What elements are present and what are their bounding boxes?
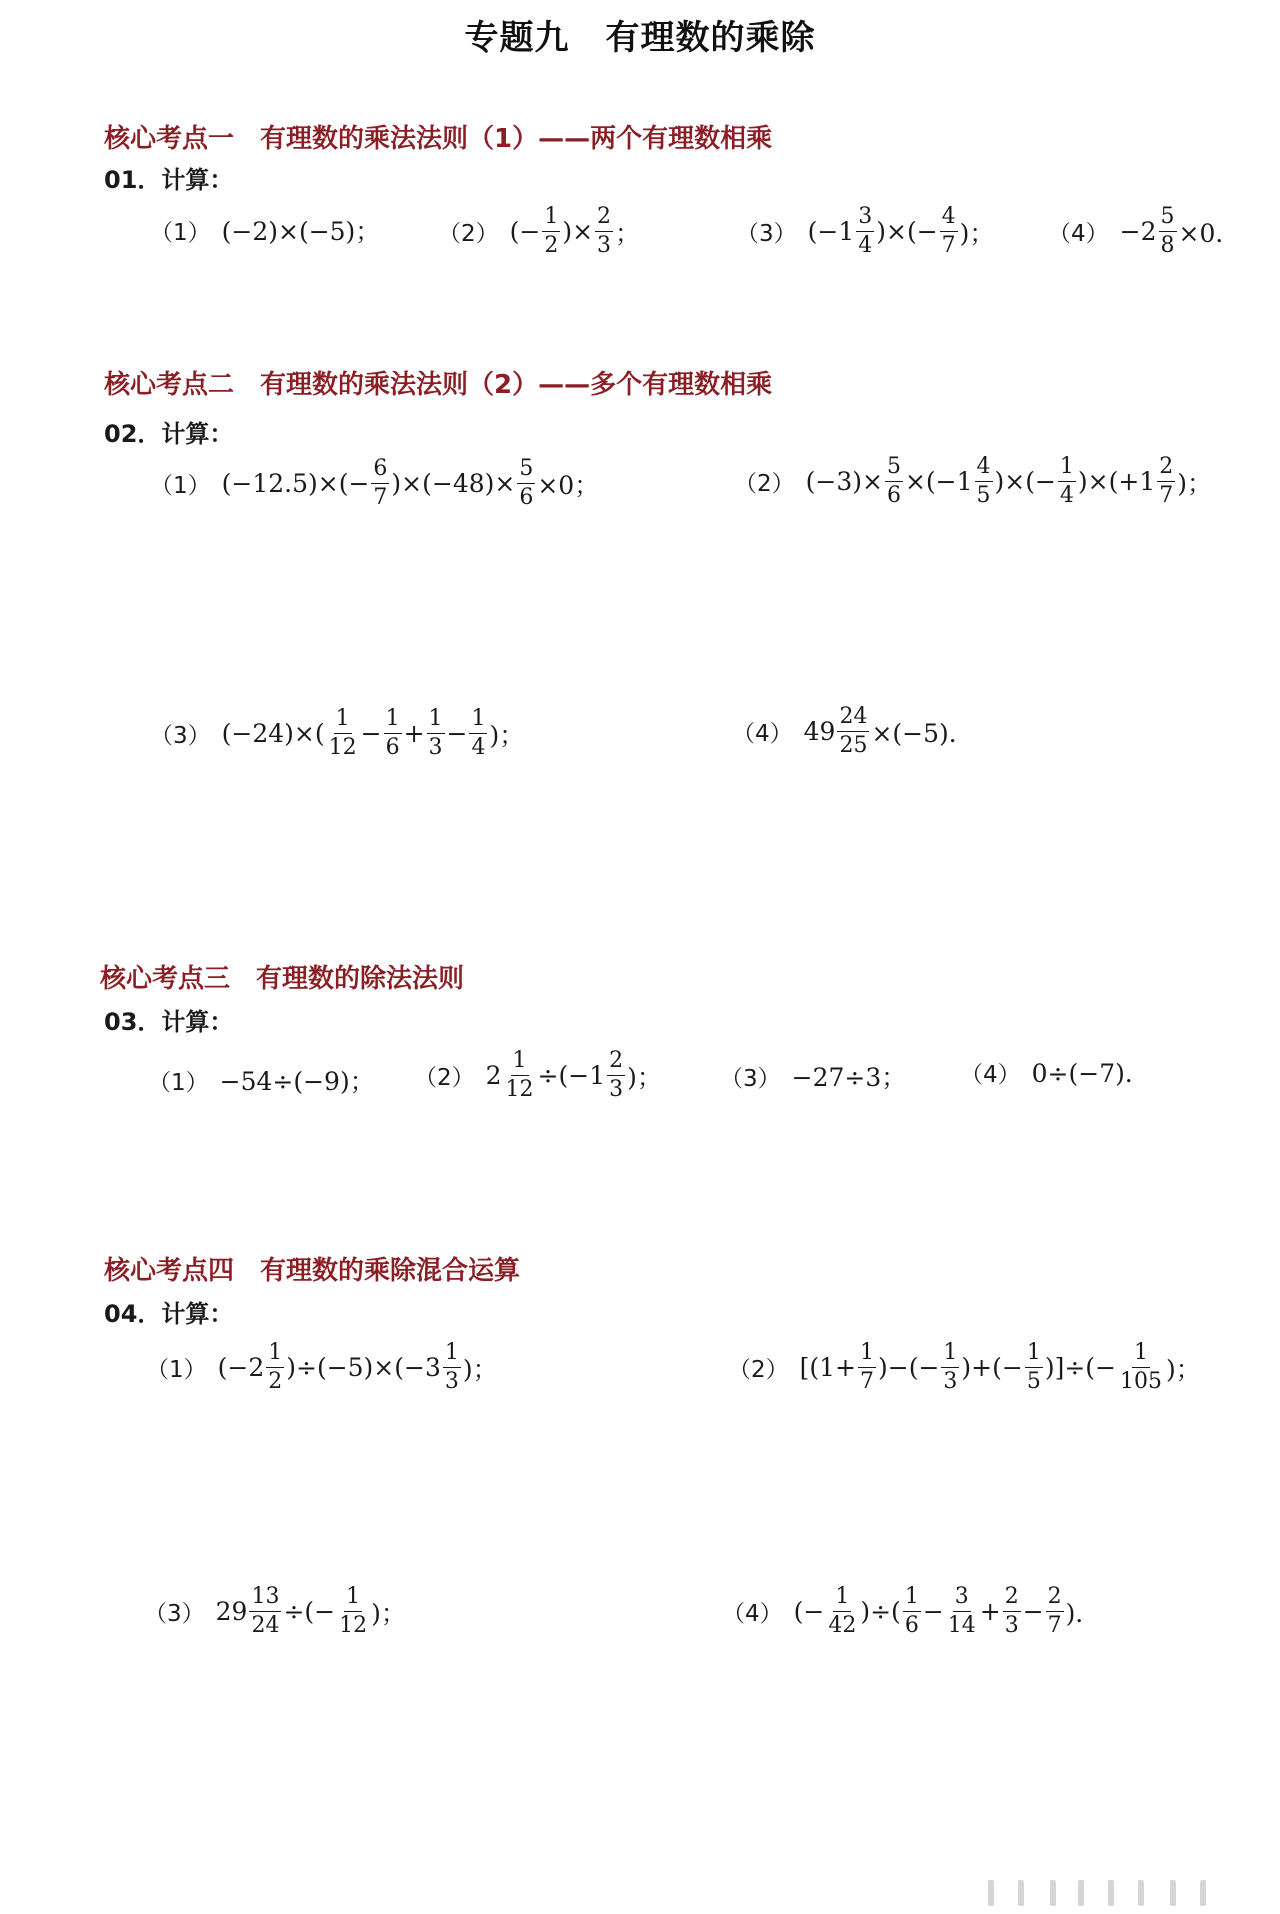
fraction	[940, 206, 958, 257]
problem-label: （2）	[414, 1065, 475, 1091]
expr-part: )×(+1	[1077, 467, 1156, 496]
expr-part: )；	[627, 1062, 662, 1092]
denominator: 4	[1059, 483, 1074, 508]
expr-part: )；	[1177, 468, 1212, 498]
expr-part: ÷(−	[283, 1597, 336, 1626]
fraction	[1046, 1586, 1064, 1637]
fraction	[1058, 456, 1076, 507]
problem-label: （3）	[144, 1601, 205, 1627]
denominator: 42	[828, 1613, 857, 1638]
numerator: 1	[1058, 456, 1076, 482]
expr-part: +	[979, 1597, 1001, 1626]
section-label: 核心考点三	[100, 964, 231, 994]
section-label: 核心考点一	[104, 124, 235, 154]
fraction	[517, 458, 535, 509]
problem-label: （2）	[438, 221, 499, 247]
expr-part: −	[446, 719, 468, 748]
expr-part: )×(−	[994, 467, 1056, 496]
numerator: 1	[833, 1586, 851, 1612]
numerator: 5	[885, 456, 903, 482]
section-label: 核心考点二	[104, 370, 235, 400]
fraction	[266, 1342, 284, 1393]
fraction	[903, 1586, 921, 1637]
question-01-heading: 01．计算：	[104, 166, 234, 194]
fraction	[469, 708, 487, 759]
fraction	[384, 708, 402, 759]
problem-label: （1）	[148, 1069, 209, 1096]
numerator: 5	[1159, 206, 1177, 232]
expr-part: −	[922, 1597, 944, 1626]
denominator: 3	[1004, 1613, 1019, 1638]
fraction	[1003, 1586, 1021, 1637]
fraction	[504, 1050, 536, 1101]
section-1-heading	[104, 118, 772, 155]
expr-part: )；	[959, 218, 995, 248]
expression	[1119, 206, 1242, 257]
numerator: 24	[837, 706, 869, 732]
denominator: 12	[505, 1077, 534, 1102]
expr-part: )×(−48)×	[391, 469, 516, 498]
fraction	[371, 458, 389, 509]
fraction	[607, 1050, 625, 1101]
expr-part: (−12.5)×(−	[221, 469, 370, 498]
denominator: 5	[976, 483, 991, 508]
denominator: 7	[941, 233, 956, 258]
numerator: 1	[384, 708, 402, 734]
expr-part: )；	[371, 1598, 406, 1628]
section-topic: 有理数的乘除混合运算	[260, 1256, 521, 1286]
numerator: 3	[856, 206, 874, 232]
fraction	[327, 708, 359, 759]
expr-part: (−2	[217, 1353, 265, 1382]
denominator: 3	[597, 233, 612, 258]
numerator: 1	[542, 206, 560, 232]
question-04-heading: 04．计算：	[104, 1300, 234, 1328]
expr-part: −	[1022, 1597, 1044, 1626]
numerator: 1	[266, 1342, 284, 1368]
section-3-heading	[100, 958, 464, 995]
page-title	[0, 10, 1280, 59]
numerator: 2	[607, 1050, 625, 1076]
expr-part: )]÷(−	[1044, 1353, 1116, 1382]
problem-1-1	[150, 212, 381, 248]
section-label: 核心考点四	[104, 1256, 235, 1286]
expression	[791, 1058, 908, 1094]
expression	[509, 206, 641, 257]
expr-part: ×0；	[537, 470, 600, 500]
problem-label: （2）	[734, 471, 795, 497]
expression	[221, 708, 526, 759]
expression	[221, 458, 601, 509]
problem-label: （3）	[150, 723, 211, 749]
expression	[221, 212, 382, 248]
fraction	[826, 1586, 858, 1637]
problem-2-1	[150, 458, 600, 509]
expr-part: (−1	[807, 217, 855, 246]
expr-part: −27÷3；	[791, 1063, 907, 1092]
expr-part: 2	[485, 1061, 502, 1090]
section-topic: 有理数的除法法则	[256, 964, 465, 994]
problem-1-2	[438, 206, 641, 257]
fraction	[249, 1586, 281, 1637]
denominator: 3	[428, 735, 443, 760]
numerator: 1	[511, 1050, 529, 1076]
fraction	[941, 1342, 959, 1393]
denominator: 4	[471, 735, 486, 760]
problem-4-1	[146, 1342, 499, 1393]
fraction	[1159, 206, 1177, 257]
section-2-heading	[104, 364, 772, 401]
fraction	[975, 456, 993, 507]
fraction	[946, 1586, 978, 1637]
numerator: 2	[595, 206, 613, 232]
fraction	[595, 206, 613, 257]
expr-part: [(1+	[799, 1353, 857, 1382]
denominator: 7	[1047, 1613, 1062, 1638]
expr-part: )×	[562, 217, 594, 246]
problem-1-3	[736, 206, 995, 257]
expr-part: (−2)×(−5)；	[221, 217, 381, 246]
numerator: 1	[469, 708, 487, 734]
expr-part: ×(−5)．	[871, 718, 974, 748]
numerator: 1	[941, 1342, 959, 1368]
expression	[219, 1062, 376, 1098]
numerator: 1	[443, 1342, 461, 1368]
problem-label: （4）	[960, 1061, 1021, 1088]
denominator: 7	[373, 485, 388, 510]
expression	[1031, 1054, 1151, 1090]
denominator: 2	[268, 1369, 283, 1394]
expr-part: (−24)×(	[221, 719, 325, 748]
expr-part: 49	[803, 717, 836, 746]
fraction	[542, 206, 560, 257]
numerator: 1	[427, 708, 445, 734]
denominator: 6	[904, 1613, 919, 1638]
numerator: 1	[1025, 1342, 1043, 1368]
numerator: 1	[858, 1342, 876, 1368]
expr-part: 29	[215, 1597, 248, 1626]
expr-part: ；	[615, 218, 641, 248]
numerator: 2	[1003, 1586, 1021, 1612]
denominator: 12	[339, 1613, 368, 1638]
fraction	[1118, 1342, 1164, 1393]
problem-2-4	[732, 706, 975, 757]
denominator: 6	[886, 483, 901, 508]
denominator: 25	[839, 733, 868, 758]
numerator: 2	[1046, 1586, 1064, 1612]
section-4-heading	[104, 1250, 520, 1287]
denominator: 7	[860, 1369, 875, 1394]
denominator: 7	[1159, 483, 1174, 508]
fraction	[337, 1586, 369, 1637]
expression	[807, 206, 996, 257]
expression	[217, 1342, 499, 1393]
numerator: 3	[953, 1586, 971, 1612]
problem-label: （2）	[728, 1357, 789, 1383]
fraction	[885, 456, 903, 507]
expr-part: )；	[1165, 1354, 1201, 1384]
problem-label: （1）	[150, 219, 211, 246]
expr-part: +	[403, 719, 425, 748]
denominator: 105	[1119, 1369, 1162, 1394]
problem-1-4	[1048, 206, 1241, 257]
expr-part: )÷(	[860, 1597, 901, 1626]
expr-part: ×(−1	[904, 467, 973, 496]
section-topic: 有理数的乘法法则（2）——多个有理数相乘	[260, 370, 773, 400]
problem-3-3	[720, 1058, 907, 1094]
problem-label: （3）	[720, 1065, 781, 1092]
numerator: 1	[903, 1586, 921, 1612]
problem-label: （1）	[146, 1357, 207, 1383]
numerator: 13	[249, 1586, 281, 1612]
numerator: 6	[371, 458, 389, 484]
expr-part: ×0．	[1178, 218, 1241, 248]
denominator: 5	[1026, 1369, 1041, 1394]
expression	[793, 1586, 1102, 1637]
problem-4-3	[144, 1586, 407, 1637]
expr-part: (−	[509, 217, 541, 246]
expr-part: −54÷(−9)；	[219, 1067, 375, 1096]
problem-3-4	[960, 1054, 1151, 1090]
expr-part: )÷(−5)×(−3	[286, 1353, 441, 1382]
problem-label: （4）	[732, 721, 793, 747]
title-main: 专题九	[464, 18, 570, 58]
problem-4-2	[728, 1342, 1202, 1393]
problem-label: （1）	[150, 473, 211, 499]
fraction	[427, 708, 445, 759]
denominator: 3	[444, 1369, 459, 1394]
numerator: 1	[344, 1586, 362, 1612]
numerator: 2	[1157, 456, 1175, 482]
numerator: 4	[975, 456, 993, 482]
problem-3-2	[414, 1050, 663, 1101]
problem-label: （4）	[722, 1601, 783, 1627]
expr-part: )．	[1065, 1598, 1101, 1628]
problem-2-2	[734, 456, 1213, 507]
fraction	[856, 206, 874, 257]
denominator: 6	[519, 485, 534, 510]
expr-part: )−(−	[878, 1353, 940, 1382]
numerator: 1	[1132, 1342, 1150, 1368]
fraction	[1025, 1342, 1043, 1393]
numerator: 4	[940, 206, 958, 232]
numerator: 1	[334, 708, 352, 734]
title-sub: 有理数的乘除	[605, 18, 816, 58]
denominator: 14	[947, 1613, 976, 1638]
expr-part: )；	[489, 720, 525, 750]
problem-3-1	[148, 1062, 376, 1098]
problem-label: （4）	[1048, 221, 1109, 247]
fraction	[1157, 456, 1175, 507]
expression	[215, 1586, 407, 1637]
expr-part: −	[360, 719, 382, 748]
denominator: 12	[328, 735, 357, 760]
denominator: 24	[251, 1613, 280, 1638]
problem-label: （3）	[736, 221, 797, 247]
expr-part: (−3)×	[805, 467, 883, 496]
expr-part: 0÷(−7)．	[1031, 1059, 1150, 1088]
denominator: 8	[1160, 233, 1175, 258]
denominator: 4	[858, 233, 873, 258]
expr-part: (−	[793, 1597, 825, 1626]
expression	[805, 456, 1213, 507]
denominator: 3	[943, 1369, 958, 1394]
scan-artifact-marks	[988, 1880, 1248, 1910]
section-topic: 有理数的乘法法则（1）——两个有理数相乘	[260, 124, 773, 154]
fraction	[837, 706, 869, 757]
expr-part: )+(−	[961, 1353, 1023, 1382]
expr-part: −2	[1119, 217, 1157, 246]
problem-4-4	[722, 1586, 1101, 1637]
denominator: 6	[385, 735, 400, 760]
fraction	[443, 1342, 461, 1393]
expr-part: )；	[462, 1354, 498, 1384]
question-03-heading: 03．计算：	[104, 1008, 234, 1036]
expression	[799, 1342, 1202, 1393]
numerator: 5	[517, 458, 535, 484]
expression	[803, 706, 975, 757]
fraction	[858, 1342, 876, 1393]
denominator: 3	[609, 1077, 624, 1102]
problem-2-3	[150, 708, 525, 759]
expression	[485, 1050, 663, 1101]
expr-part: )×(−	[876, 217, 938, 246]
denominator: 2	[544, 233, 559, 258]
expr-part: ÷(−1	[537, 1061, 606, 1090]
question-02-heading: 02．计算：	[104, 420, 234, 448]
